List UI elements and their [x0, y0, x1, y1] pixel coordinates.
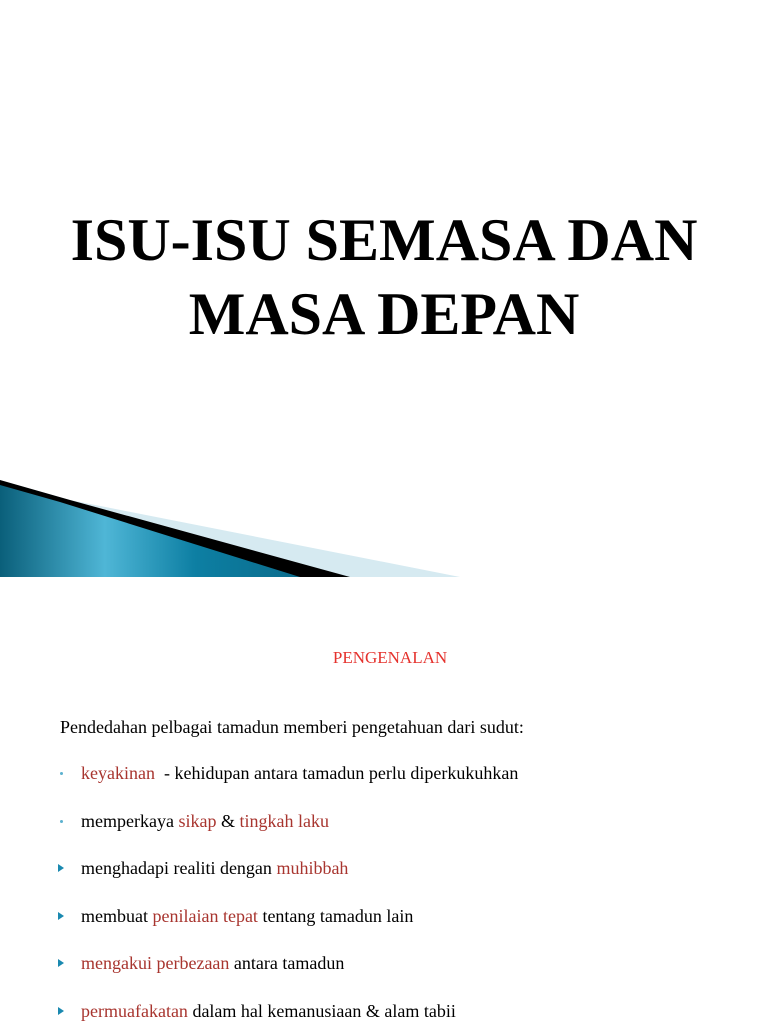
bullet-item	[0, 951, 768, 999]
highlighted-term: permuafakatan	[81, 1000, 188, 1021]
swoosh-blue-band	[0, 485, 300, 577]
intro-text: Pendedahan pelbagai tamadun memberi pengetahuan dari sudut:	[60, 717, 524, 737]
slide-title-line-1: ISU-ISU SEMASA DAN	[70, 207, 698, 273]
arrow-icon	[57, 904, 67, 928]
highlighted-term: keyakinan	[81, 763, 155, 783]
bullet-text	[81, 999, 456, 1023]
slide-title	[0, 203, 768, 351]
bullet-text	[81, 761, 518, 785]
bullet-text-segment: dalam hal kemanusiaan & alam tabii	[187, 1000, 456, 1021]
bullet-text-segment: memperkaya	[81, 810, 179, 831]
bullet-text-segment: membuat	[81, 905, 153, 926]
bullet-text-segment: menghadapi realiti dengan	[81, 858, 277, 878]
bullet-item	[0, 856, 768, 904]
bullet-text-segment: &	[216, 810, 240, 831]
highlighted-term: sikap	[178, 810, 217, 831]
arrow-icon	[57, 951, 67, 975]
arrow-icon	[57, 999, 67, 1023]
bullet-text-segment: tentang tamadun lain	[257, 905, 414, 926]
bullet-text	[81, 809, 329, 833]
dot-icon	[57, 761, 67, 785]
dot-icon	[57, 809, 67, 833]
highlighted-term: tingkah laku	[239, 810, 329, 831]
highlighted-term: muhibbah	[276, 858, 349, 878]
highlighted-term: penilaian tepat	[152, 905, 258, 926]
bullet-item	[0, 999, 768, 1024]
bullet-text	[81, 856, 348, 880]
slide-title-line-2: MASA DEPAN	[188, 281, 580, 347]
bullet-list	[0, 761, 768, 1024]
bullet-item	[0, 904, 768, 952]
arrow-icon	[57, 856, 67, 880]
bullet-text-segment: - kehidupan antara tamadun perlu diperkukuhkan	[154, 763, 519, 783]
bullet-text-segment: antara tamadun	[229, 953, 345, 973]
section-heading: PENGENALAN	[332, 648, 448, 667]
bullet-text	[81, 904, 413, 928]
bullet-item	[0, 809, 768, 857]
decorative-swoosh	[0, 480, 768, 577]
bullet-text	[81, 951, 344, 975]
content-slide	[0, 577, 768, 1024]
bullet-item	[0, 761, 768, 809]
highlighted-term: mengakui perbezaan	[81, 953, 230, 973]
